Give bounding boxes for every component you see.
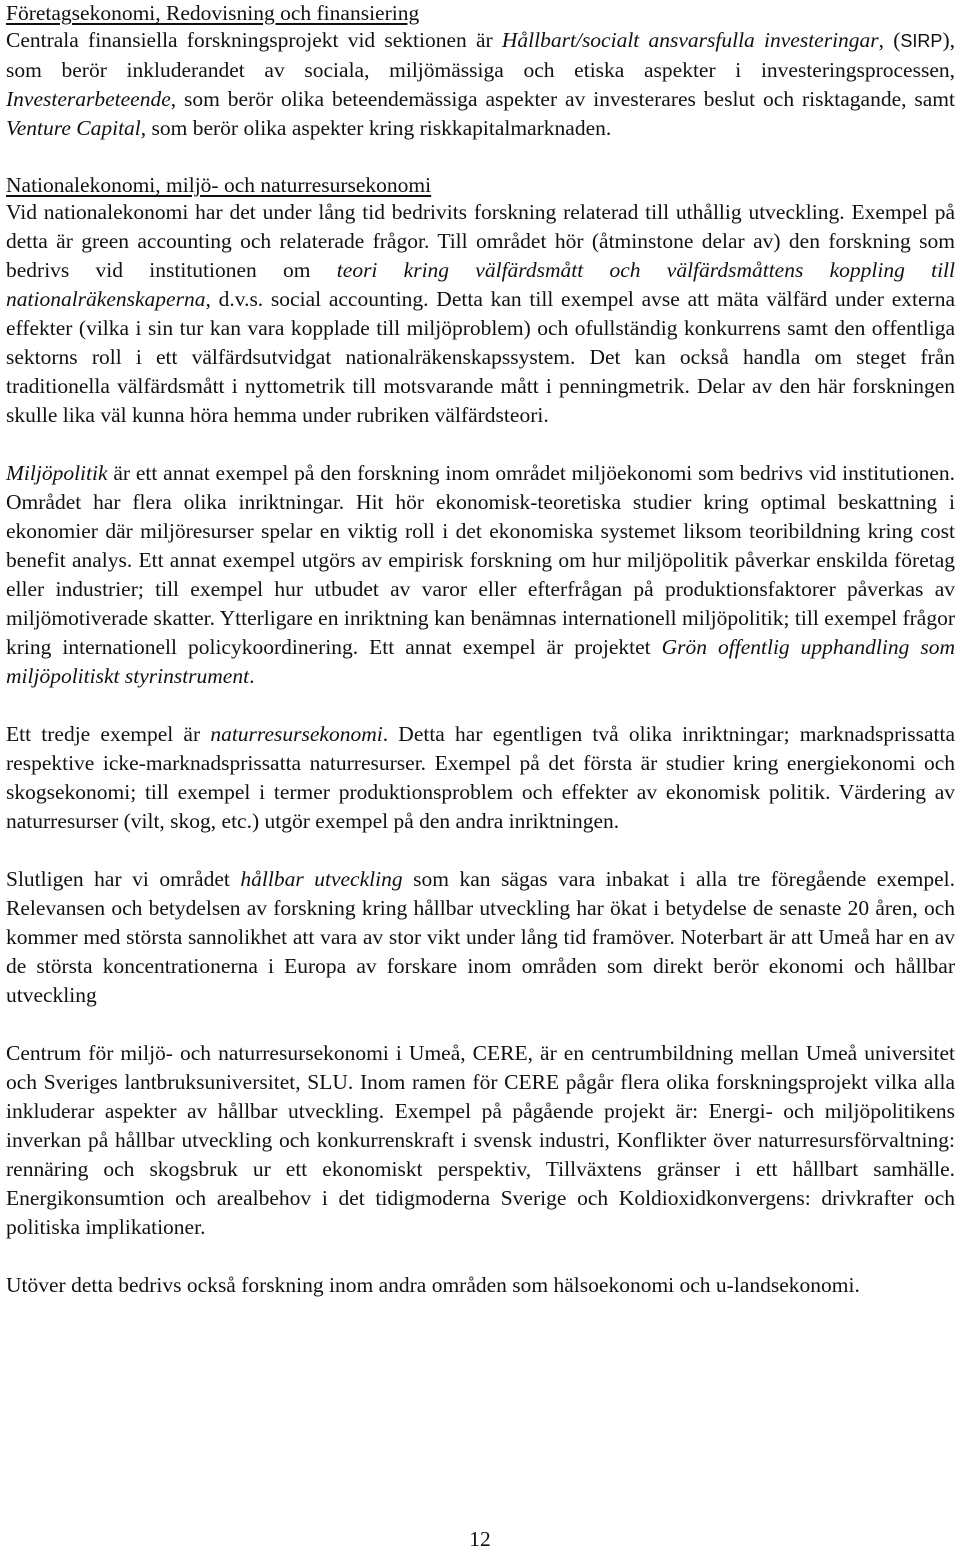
text-run: Ett tredje exempel är xyxy=(6,722,211,746)
text-run: , ( xyxy=(878,28,901,52)
text-run: Vid nationalekonomi har det under lång tid bedrivits forskning relaterad till uthållig utveckling. Exempel på detta är green accounting och relaterade frågor. Till området hör (åtminstone delar av) den forskning som bedrivs vid institutionen om xyxy=(6,200,955,282)
text-run: Centrala finansiella forskningsprojekt vid sektionen är xyxy=(6,28,502,52)
document-body xyxy=(6,0,955,1300)
section-heading-foretagsekonomi: Företagsekonomi, Redovisning och finansiering xyxy=(6,1,420,25)
text-run: som kan sägas vara inbakat i alla tre föregående exempel. Relevansen och betydelsen av forskning kring hållbar utveckling har ökat i betydelse de senaste 20 åren, och kommer med största sannolikhet att vara av stor vikt under lång tid framöver. Noterbart är att Umeå har en av de största koncentrationerna i Europa av forskare inom områden som direkt berör ekonomi och hållbar utveckling xyxy=(6,867,955,1007)
paragraph-naturresursekonomi xyxy=(6,720,955,836)
italic-term: teori kring välfärdsmått och välfärdsmåttens koppling till nationalräkenskaperna xyxy=(6,258,955,311)
text-run: ), som berör inkluderandet av sociala, miljömässiga och etiska aspekter i investeringsprocessen, xyxy=(6,28,955,82)
paragraph-welfare-accounting xyxy=(6,198,955,430)
text-run: , som berör olika aspekter kring riskkapitalmarknaden. xyxy=(140,116,612,140)
italic-term: Grön offentlig upphandling som miljöpolitiskt styrinstrument xyxy=(6,635,955,688)
abbreviation: SIRP xyxy=(900,31,943,51)
italic-term: hållbar utveckling xyxy=(240,867,403,891)
text-run: . Detta har egentligen två olika inriktningar; marknadsprissatta respektive icke-marknadsprissatta naturresurser. Exempel på det första är studier kring energiekonomi och skogsekonomi; till exempel i termer produktionsproblem och effekter av ekonomisk politik. Värdering av naturresurser (vilt, skog, etc.) utgör exempel på den andra inriktningen. xyxy=(6,722,955,833)
paragraph-miljopolitik xyxy=(6,459,955,691)
italic-term: Venture Capital xyxy=(6,116,141,140)
text-run: . xyxy=(249,664,255,688)
italic-term: naturresursekonomi xyxy=(210,722,383,746)
italic-term: Miljöpolitik xyxy=(6,461,108,485)
paragraph-cere: Centrum för miljö- och naturresursekonomi i Umeå, CERE, är en centrumbildning mellan Umeå universitet och Sveriges lantbruksuniversitet, SLU. Inom ramen för CERE pågår flera olika forskningsprojekt vilka alla inkluderar aspekter av hållbar utveckling. Exempel på pågående projekt är: Energi- och miljöpolitikens inverkan på hållbar utveckling och konkurrenskraft i svensk industri, Konflikter över naturresursförvaltning: rennäring och skogsbruk ur ett ekonomiskt perspektiv, Tillväxtens gränser i ett hållbart samhälle. Energikonsumtion och arealbehov i det tidigmoderna Sverige och Koldioxidkonvergens: drivkrafter och politiska implikationer. xyxy=(6,1041,955,1239)
italic-term: Hållbart/socialt ansvarsfulla investeringar xyxy=(501,28,879,52)
section-heading-nationalekonomi: Nationalekonomi, miljö- och naturresursekonomi xyxy=(6,173,432,197)
text-run: är ett annat exempel på den forskning inom området miljöekonomi som bedrivs vid institutionen. Området har flera olika inriktningar. Hit hör ekonomisk-teoretiska studier kring optimal beskattning i ekonomier där miljöresurser spelar en viktig roll i det ekonomiska systemet liksom teoribildning kring cost benefit analys. Ett annat exempel utgörs av empirisk forskning om hur miljöpolitik påverkar enskilda företag eller industrier; till exempel hur utbudet av varor eller efterfrågan på produktionsfaktorer påverkas av miljömotiverade skatter. Ytterligare en inriktning kan benämnas internationell miljöpolitik; till exempel frågor kring internationell policykoordinering. Ett annat exempel är projektet xyxy=(6,461,955,659)
text-run: , d.v.s. social accounting. Detta kan till exempel avse att mäta välfärd under externa effekter (vilka i sin tur kan vara kopplade till miljöproblem) och ofullständig konkurrens samt den offentliga sektorns roll i ett välfärdsutvidgat nationalräkenskapssystem. Det kan också handla om steget från traditionella välfärdsmått i nyttometrik till motsvarande mått i penningmetrik. Delar av den här forskningen skulle lika väl kunna höra hemma under rubriken välfärdsteori. xyxy=(6,287,955,427)
text-run: , som berör olika beteendemässiga aspekter av investerares beslut och risktagande, samt xyxy=(170,87,955,111)
paragraph-other-areas: Utöver detta bedrivs också forskning inom andra områden som hälsoekonomi och u-landsekonomi. xyxy=(6,1273,860,1297)
italic-term: Investerarbeteende xyxy=(6,87,171,111)
paragraph-finance-projects xyxy=(6,26,955,143)
paragraph-hallbar-utveckling xyxy=(6,865,955,1010)
text-run: Slutligen har vi området xyxy=(6,867,241,891)
page-number: 12 xyxy=(469,1527,491,1551)
